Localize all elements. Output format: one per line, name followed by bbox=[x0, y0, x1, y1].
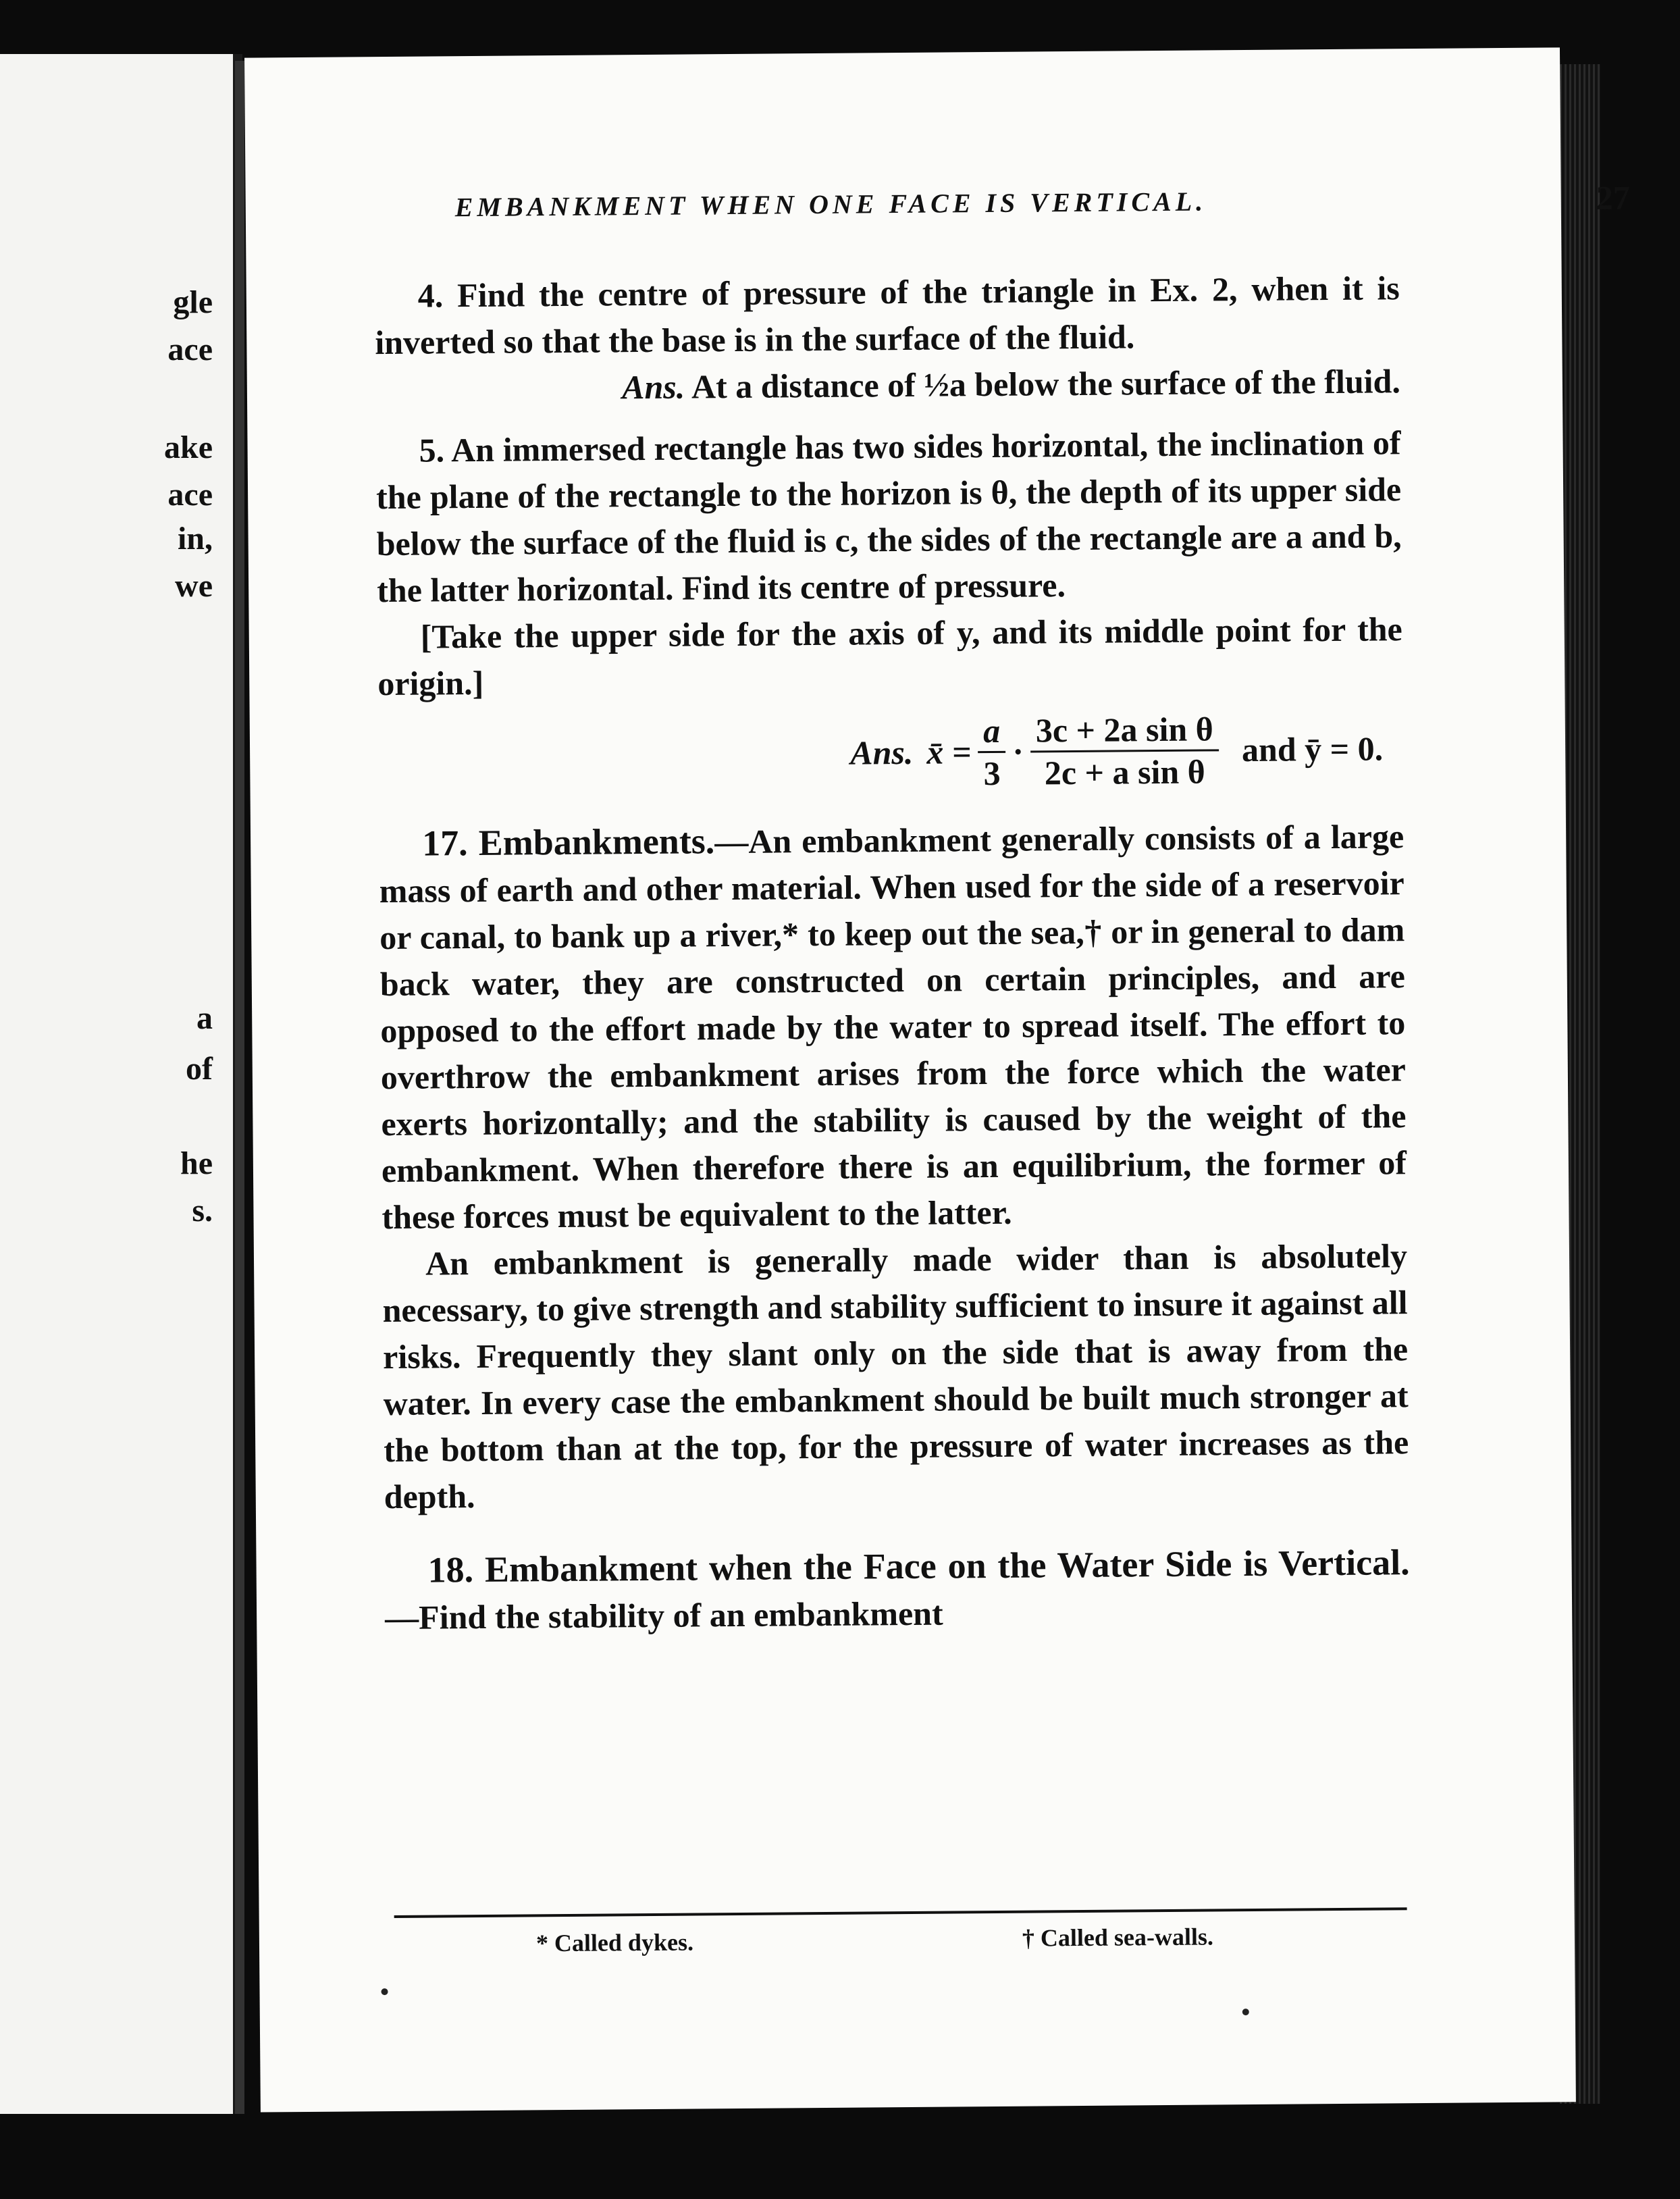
book-spine bbox=[235, 61, 244, 2114]
left-fragment: ace bbox=[167, 477, 213, 513]
section-17-text: —An embankment generally consists of a large mass of earth and other material. When used for the side of a reservoir or canal, to bank up a river,* to keep out the sea,† or in general to dam back water, they are constructed on certain principles, and are opposed to the effort made by the water to spread itself. The effort to overthrow the embankment arises from the force which the water exerts horizontally; and the stability is caused by the weight of the embankment. When therefore there is an equilibrium, the former of these forces must be equivalent to the latter. bbox=[379, 817, 1407, 1237]
page-number: 27 bbox=[1596, 178, 1630, 217]
fraction-denominator: 2c + a sin θ bbox=[1044, 752, 1205, 792]
footnotes bbox=[394, 1907, 1407, 1957]
section-18 bbox=[384, 1539, 1410, 1641]
page-body bbox=[375, 265, 1411, 1641]
left-fragment: ace bbox=[167, 332, 213, 367]
exercise-4: 4. Find the centre of pressure of the triangle in Ex. 2, when it is inverted so that the base is in the surface of the fluid. bbox=[375, 269, 1400, 362]
exercise-4-answer bbox=[375, 358, 1400, 413]
fraction-denominator: 3 bbox=[983, 754, 1001, 792]
footnote-sea-walls: † Called sea-walls. bbox=[1022, 1923, 1214, 1952]
footnote-dykes: * Called dykes. bbox=[535, 1928, 694, 1957]
multiplication-dot: · bbox=[1012, 732, 1024, 771]
formula-rhs: and ȳ = 0. bbox=[1241, 729, 1384, 769]
left-fragment: a bbox=[196, 1000, 213, 1036]
exercise-5-answer-formula bbox=[378, 699, 1404, 806]
running-head bbox=[454, 178, 1630, 224]
answer-text: At a distance of ½a below the surface of the fluid. bbox=[691, 362, 1401, 406]
section-18-text: —Find the stability of an embankment bbox=[384, 1594, 943, 1637]
fraction-numerator: 3c + 2a sin θ bbox=[1030, 708, 1219, 752]
left-fragment: of bbox=[186, 1051, 213, 1087]
left-fragment: we bbox=[175, 568, 213, 604]
fraction-a-over-3 bbox=[978, 710, 1006, 793]
exercise-5-hint: [Take the upper side for the axis of y, and its middle point for the origin.] bbox=[377, 610, 1402, 703]
answer-label: Ans. bbox=[621, 367, 685, 407]
running-head-title: EMBANKMENT WHEN ONE FACE IS VERTICAL. bbox=[454, 186, 1207, 223]
book-page bbox=[244, 47, 1630, 2112]
left-fragment: in, bbox=[177, 521, 213, 557]
ink-speck bbox=[1242, 2009, 1249, 2015]
left-fragment: ake bbox=[164, 430, 213, 465]
section-18-heading: 18. Embankment when the Face on the Water Side is Vertical. bbox=[427, 1542, 1410, 1590]
section-17-para-1 bbox=[379, 812, 1407, 1241]
fraction-main bbox=[1030, 708, 1219, 793]
formula-lhs: x̄ = bbox=[926, 732, 972, 771]
fraction-numerator: a bbox=[978, 710, 1005, 752]
exercise-5: 5. An immersed rectangle has two sides horizontal, the inclination of the plane of the rectangle to the horizon is θ, the depth of its upper side below the surface of the fluid is c, the sides of the rectangle are a and b, the latter horizontal. Find its centre of pressure. bbox=[375, 423, 1402, 610]
section-17-heading: 17. Embankments. bbox=[421, 821, 715, 864]
left-fragment: s. bbox=[192, 1193, 213, 1228]
left-fragment: he bbox=[180, 1145, 213, 1181]
section-17-para-2: An embankment is generally made wider than is absolutely necessary, to give strength and stability sufficient to insure it against all risks. Frequently they slant only on the side that is away from the water. In every case the embankment should be built much stronger at the bottom than at the top, for the pressure of water increases as the depth. bbox=[382, 1237, 1409, 1516]
left-page bbox=[0, 54, 242, 2114]
ink-speck bbox=[381, 1988, 388, 1995]
answer-label: Ans. bbox=[850, 733, 914, 772]
left-fragment: gle bbox=[173, 284, 213, 320]
